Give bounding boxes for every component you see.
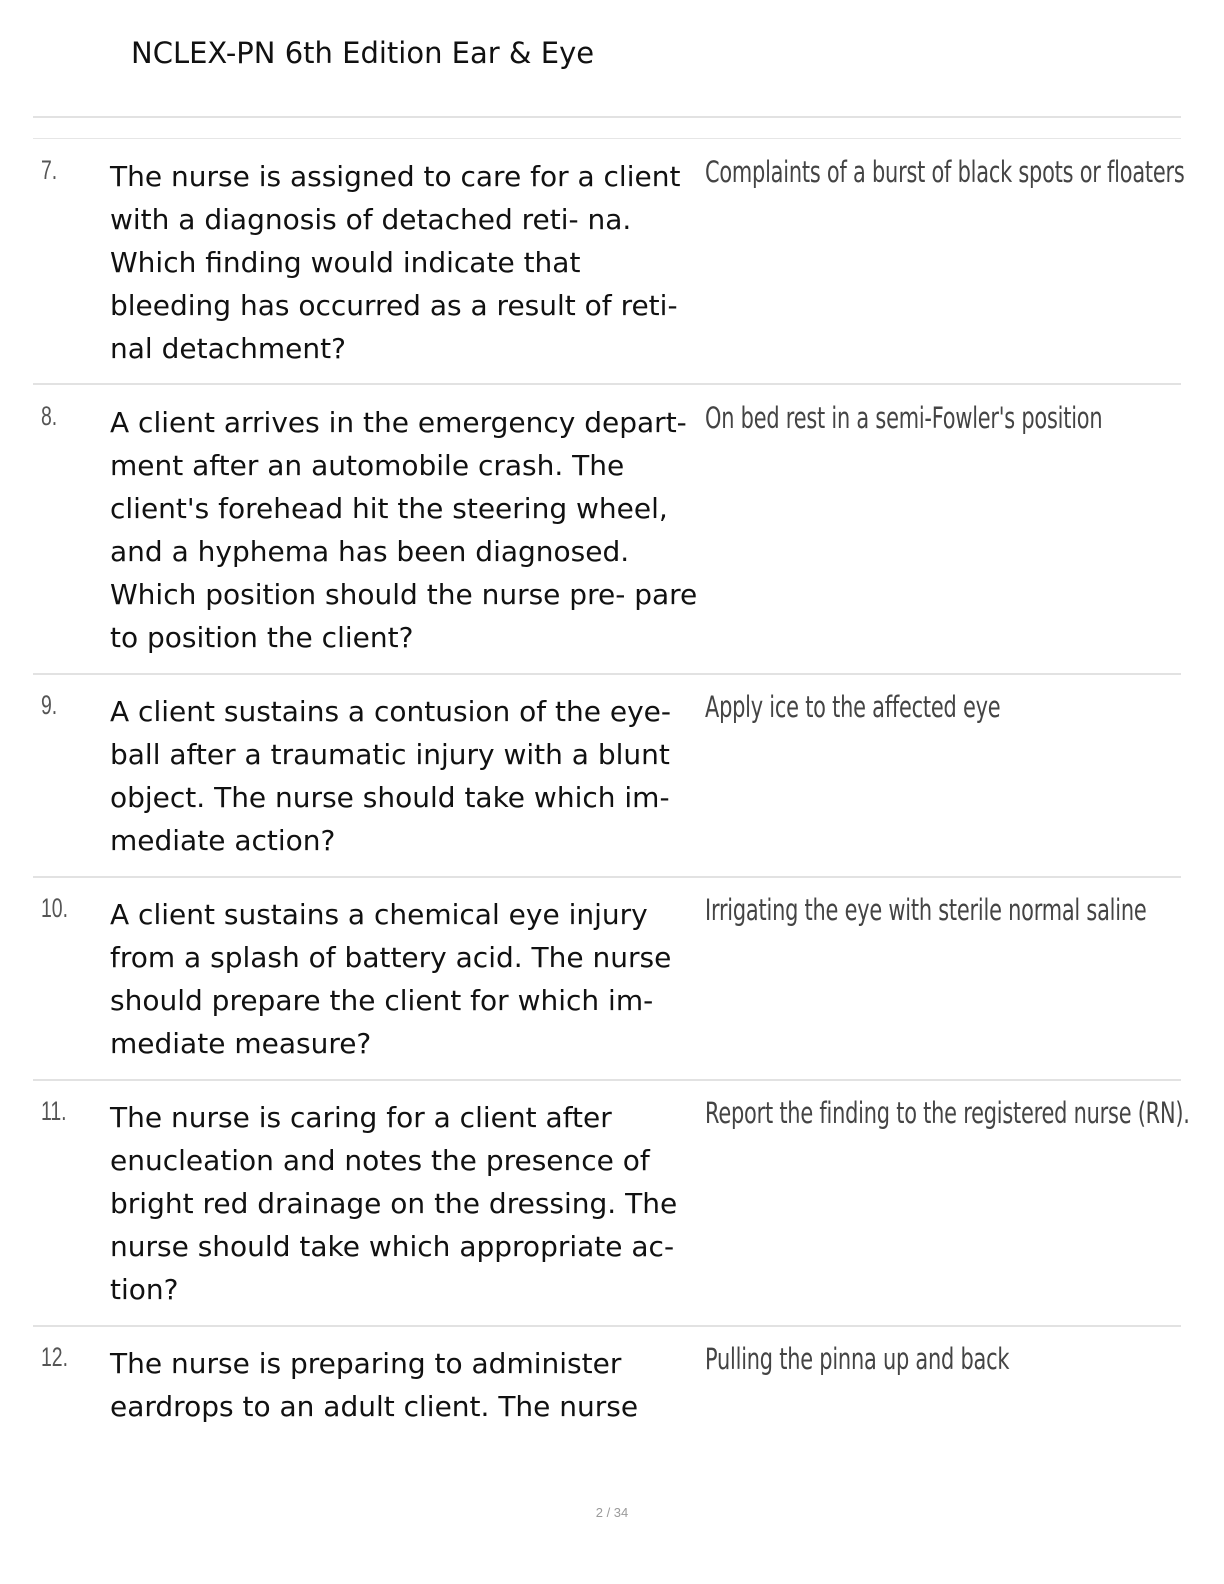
card-answer: Apply ice to the affected eye: [705, 690, 1001, 724]
card-number: 8.: [41, 401, 58, 431]
card-question: A client sustains a contusion of the eye- ball after a traumatic injury with a blunt object. The nurse should take which im- mediate action?: [110, 695, 671, 857]
flashcard: [33, 401, 1181, 659]
card-answer: Irrigating the eye with sterile normal saline: [705, 893, 1147, 927]
card-answer: Report the finding to the registered nurse (RN).: [705, 1096, 1190, 1130]
flashcard: [33, 155, 1185, 370]
card-answer: On bed rest in a semi-Fowler's position: [705, 401, 1103, 435]
card-question: The nurse is preparing to administer eardrops to an adult client. The nurse: [110, 1347, 639, 1423]
card-divider: [33, 1325, 1181, 1327]
flashcard: [33, 1342, 1181, 1428]
card-question: A client arrives in the emergency depart- ment after an automobile crash. The client's forehead hit the steering wheel, and a hyphema has been diagnosed. Which position should the nurse pre- pare to position the client?: [110, 406, 698, 654]
card-divider: [33, 383, 1181, 385]
page-header: NCLEX-PN 6th Edition Ear & Eye: [131, 36, 595, 70]
flashcard: [33, 1096, 1190, 1311]
card-answer: Pulling the pinna up and back: [705, 1342, 1010, 1376]
card-number: 7.: [41, 155, 58, 185]
card-number: 10.: [41, 893, 69, 923]
flashcard: [33, 893, 1181, 1065]
card-number: 11.: [41, 1096, 67, 1126]
page-number: 2 / 34: [595, 1505, 629, 1520]
card-number: 9.: [41, 690, 58, 720]
card-answer: Complaints of a burst of black spots or floaters: [705, 155, 1185, 189]
card-divider: [33, 876, 1181, 878]
card-question: The nurse is assigned to care for a client with a diagnosis of detached reti- na. Which finding would indicate that bleeding has occurred as a result of reti- nal detachment?: [110, 160, 681, 365]
card-number: 12.: [41, 1342, 69, 1372]
card-divider: [33, 1079, 1181, 1081]
card-question: A client sustains a chemical eye injury from a splash of battery acid. The nurse should prepare the client for which im- mediate measure?: [110, 898, 672, 1060]
flashcard: [33, 690, 1181, 862]
card-question: The nurse is caring for a client after enucleation and notes the presence of bright red drainage on the dressing. The nurse should take which appropriate ac- tion?: [110, 1101, 678, 1306]
card-divider: [33, 673, 1181, 675]
